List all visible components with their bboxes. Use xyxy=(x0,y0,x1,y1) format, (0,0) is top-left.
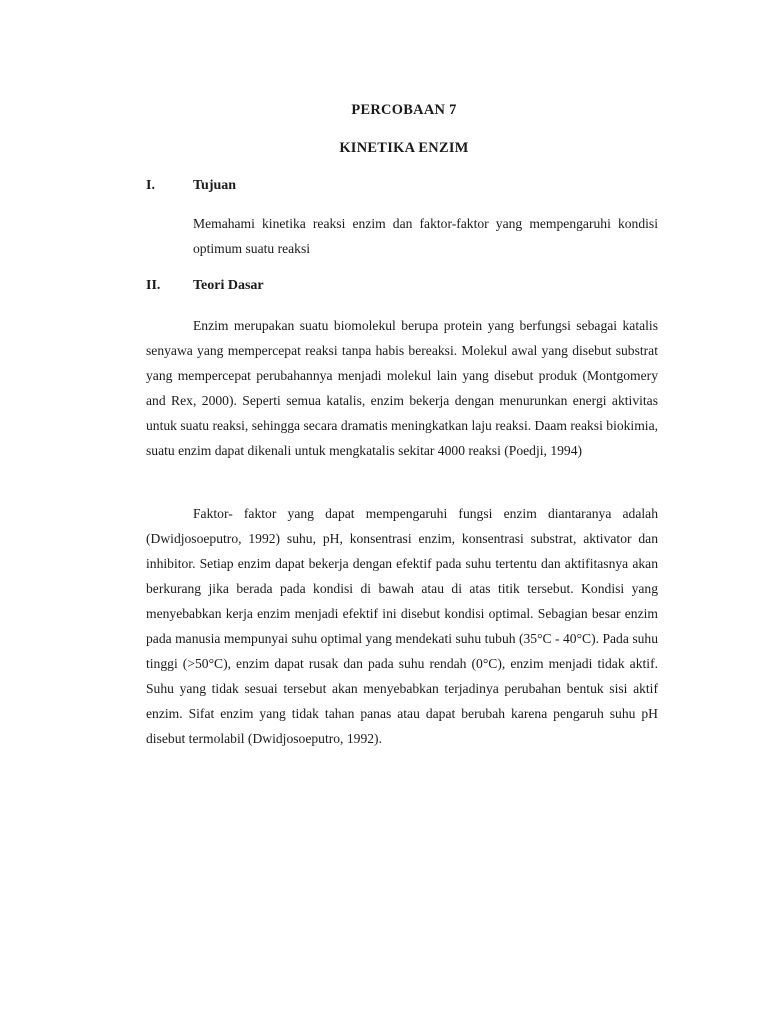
section-heading-tujuan xyxy=(146,178,236,194)
teori-dasar-paragraph-2: Faktor- faktor yang dapat mempengaruhi fungsi enzim diantaranya adalah (Dwidjosoeputro, 1992) suhu, pH, konsentrasi enzim, konsentrasi substrat, aktivator dan inhibitor. Setiap enzim dapat bekerja dengan efektif pada suhu tertentu dan aktifitasnya akan berkurang jika berada pada kondisi di bawah atau di atas titik tersebut. Kondisi yang menyebabkan kerja enzim menjadi efektif ini disebut kondisi optimal. Sebagian besar enzim pada manusia mempunyai suhu optimal yang mendekati suhu tubuh (35°C - 40°C). Pada suhu tinggi (>50°C), enzim dapat rusak dan pada suhu rendah (0°C), enzim menjadi tidak aktif. Suhu yang tidak sesuai tersebut akan menyebabkan terjadinya perubahan bentuk sisi aktif enzim. Sifat enzim yang tidak tahan panas atau dapat berubah karena pengaruh suhu pH disebut termolabil (Dwidjosoeputro, 1992). xyxy=(146,506,658,746)
section-number: II. xyxy=(146,278,161,293)
section-heading-teori-dasar xyxy=(146,278,264,294)
document-title: PERCOBAAN 7 xyxy=(351,102,457,118)
section-heading-text: Teori Dasar xyxy=(193,278,264,293)
document-subtitle: KINETIKA ENZIM xyxy=(339,140,469,156)
section-number: I. xyxy=(146,178,155,193)
teori-dasar-paragraph-1: Enzim merupakan suatu biomolekul berupa protein yang berfungsi sebagai katalis senyawa yang mempercepat reaksi tanpa habis bereaksi. Molekul awal yang disebut substrat yang mempercepat perubahannya menjadi molekul lain yang disebut produk (Montgomery and Rex, 2000). Seperti semua katalis, enzim bekerja dengan menurunkan energi aktivitas untuk suatu reaksi, sehingga secara dramatis meningkatkan laju reaksi. Daam reaksi biokimia, suatu enzim dapat dikenali untuk mengkatalis sekitar 4000 reaksi (Poedji, 1994) xyxy=(146,318,658,458)
section-heading-text: Tujuan xyxy=(193,178,237,193)
tujuan-paragraph: Memahami kinetika reaksi enzim dan faktor-faktor yang mempengaruhi kondisi optimum suatu reaksi xyxy=(193,216,658,256)
